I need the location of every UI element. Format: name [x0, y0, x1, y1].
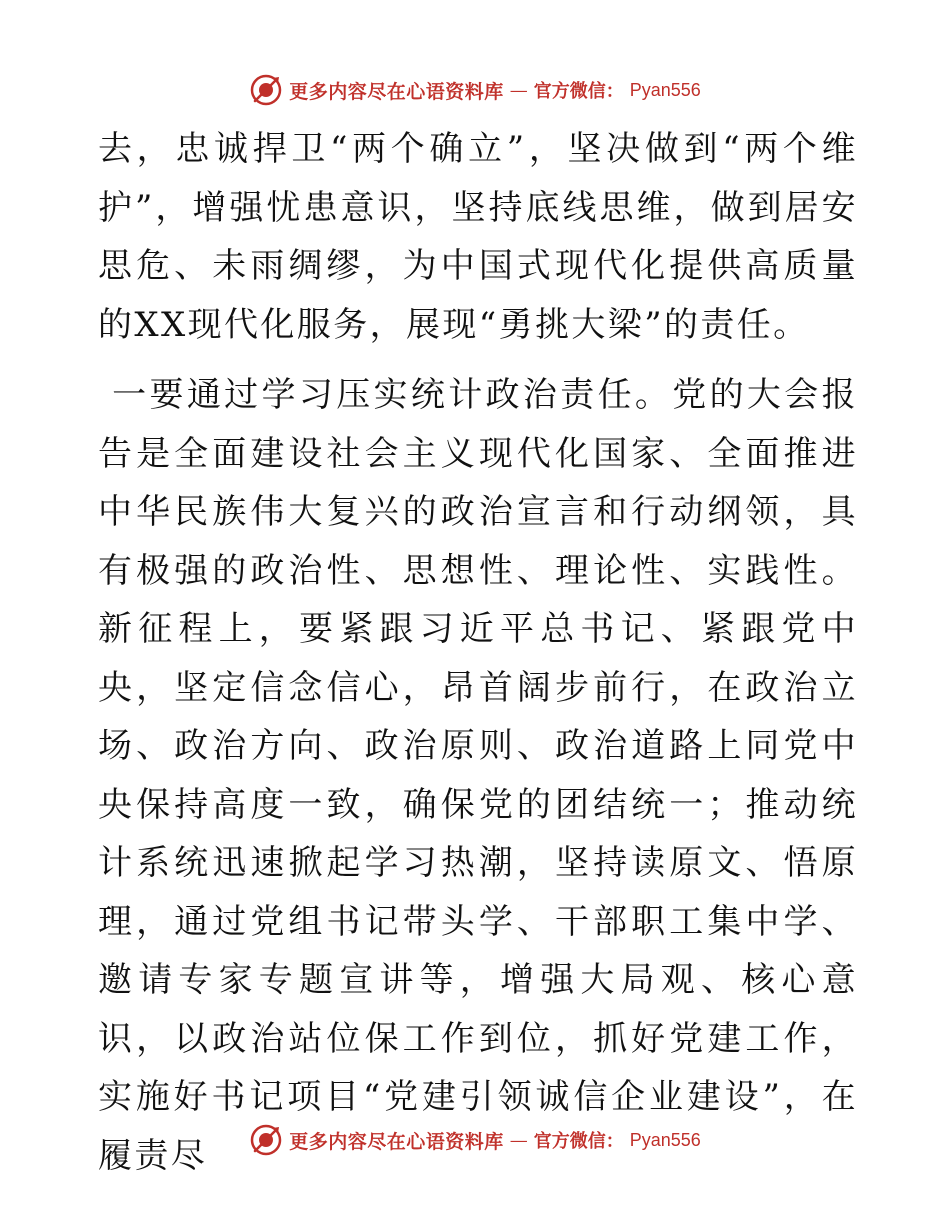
paragraph-continued: 去，忠诚捍卫“两个确立”，坚决做到“两个维护”，增强忧患意识，坚持底线思维，做到居安思危、未雨绸缪，为中国式现代化提供高质量的XX现代化服务，展现“勇挑大梁”的责任。	[98, 129, 858, 345]
footer-watermark	[0, 1120, 950, 1160]
watermark-wechat-id: Pyan556	[629, 1129, 701, 1150]
watermark-wechat-id: Pyan556	[629, 79, 701, 100]
brand-logo-icon	[249, 1123, 283, 1157]
watermark-title: 更多内容尽在心语资料库	[289, 1130, 504, 1153]
brand-logo-icon	[249, 73, 283, 107]
watermark-dash: —	[509, 1129, 528, 1151]
document-body	[98, 120, 858, 1185]
watermark-title: 更多内容尽在心语资料库	[289, 80, 504, 103]
header-watermark	[0, 70, 950, 110]
paragraph-point-one: 一要通过学习压实统计政治责任。党的大会报告是全面建设社会主义现代化国家、全面推进中华民族伟大复兴的政治宣言和行动纲领，具有极强的政治性、思想性、理论性、实践性。新征程上，要紧跟习近平总书记、紧跟党中央，坚定信念信心，昂首阔步前行，在政治立场、政治方向、政治原则、政治道路上同党中央保持高度一致，确保党的团结统一；推动统计系统迅速掀起学习热潮，坚持读原文、悟原理，通过党组书记带头学、干部职工集中学、邀请专家专题宣讲等，增强大局观、核心意识，以政治站位保工作到位，抓好党建工作，实施好书记项目“党建引领诚信企业建设”，在履责尽	[98, 375, 858, 1176]
watermark-dash: —	[509, 79, 528, 101]
watermark-wechat-label: 官方微信：	[533, 1131, 624, 1152]
watermark-wechat-label: 官方微信：	[533, 81, 624, 102]
